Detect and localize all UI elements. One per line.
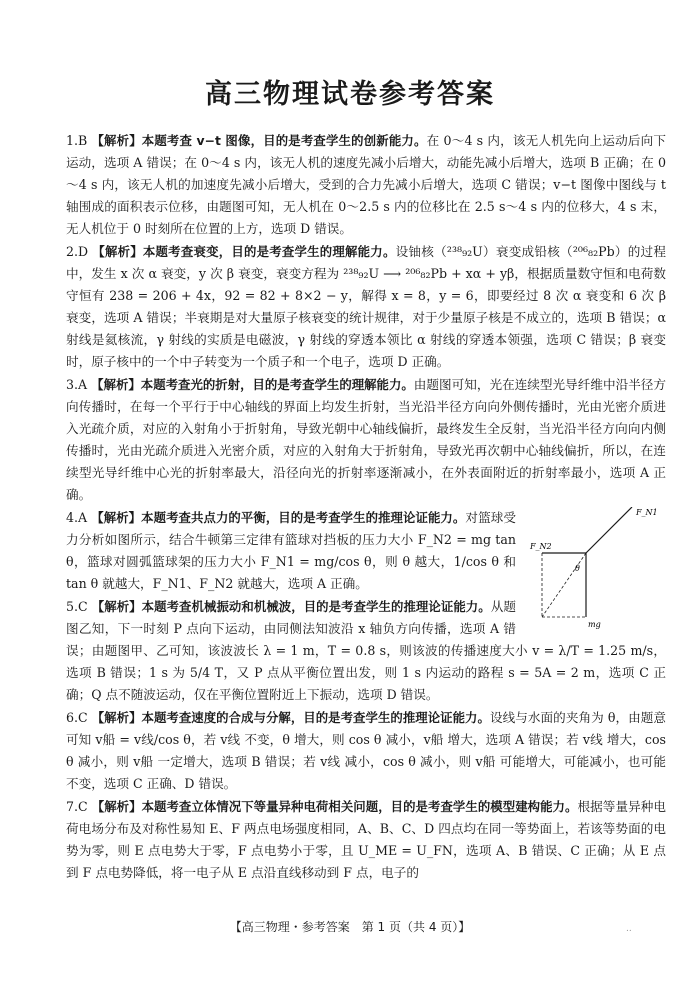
question-number: 4. <box>66 510 79 525</box>
question-answer: C <box>78 799 88 814</box>
analysis-body: 从题图乙知，下一时刻 P 点向下运动，由同侧法知波沿 x 轴负方向传播，选项 A 错误；由题图甲、乙可知，该波波长 λ = 1 m，T = 0.8 s，则该波的传播速度大小 v = λ/T = 1.25 m/s，选项 B 错误；1 s 为 5/4 T，又 P 点从平衡位置出发，则 1 s 内运动的路程 s = 5A = 2 m，选项 C 正确；Q 点不随波运动，仅在平衡位置附近上下振动，选项 D 错误。 <box>66 599 666 702</box>
analysis-body: 根据等量异种电荷电场分布及对称性易知 E、F 两点电场强度相同，A、B、C、D 四点均在同一等势面上，若该等势面的电势为零，则 E 点电势大于零，F 点电势小于零，且 U_ME = U_FN，选项 A、B 错误、C 正确；从 E 点到 F 点电势降低，将一电子从 E 点沿直线移动到 F 点，电子的 <box>66 799 667 880</box>
answer-list <box>66 130 666 885</box>
question-number: 2. <box>66 244 79 259</box>
question-answer: D <box>78 244 89 259</box>
analysis-body: 由题图可知，光在连续型光导纤维中沿半径方向传播时，在每一个平行于中心轴线的界面上均发生折射，当光沿半径方向向外侧传播时，光由光密介质进入光疏介质，对应的入射角小于折射角，导致光朝中心轴线偏折，最终发生全反射，当光沿半径方向向内侧传播时，光由光疏介质进入光密介质，对应的入射角大于折射角，导致光再次朝中心轴线偏折，所以，在连续型光导纤维中心光的折射率最大，沿径向光的折射率逐渐减小，在外表面附近的折射率最小，选项 A 正确。 <box>66 377 667 502</box>
analysis-tag: 【解析】本题考查立体情况下等量异种电荷相关问题，目的是考查学生的模型建构能力。 <box>91 799 578 814</box>
question-number: 1. <box>66 133 79 148</box>
mg-label: mg <box>588 620 601 629</box>
dashed-diagonal <box>542 553 586 617</box>
fn1-label: F_N1 <box>636 508 658 517</box>
question-number: 6. <box>66 710 79 725</box>
question-2 <box>66 241 666 373</box>
page-footer: 【高三物理・参考答案 第 1 页（共 4 页）】 <box>229 920 471 934</box>
analysis-tag: 【解析】本题考查衰变，目的是考查学生的理解能力。 <box>92 244 396 259</box>
question-answer: C <box>78 710 88 725</box>
force-diagram <box>524 507 674 635</box>
corner-mark: .. <box>626 924 632 934</box>
question-1 <box>66 130 666 240</box>
analysis-body: 设线与水面的夹角为 θ，由题意可知 v船 = v线/cos θ，若 v线 不变，θ 增大，则 cos θ 减小，v船 增大，选项 A 错误；若 v线 增大，cos θ 减小，则 v船 一定增大，选项 B 错误；若 v线 减小，cos θ 减小，则 v船 可能增大，可能减小，也可能不变，选项 C 正确、D 错误。 <box>66 710 666 791</box>
analysis-tag: 【解析】本题考查共点力的平衡，目的是考查学生的推理论证能力。 <box>91 510 466 525</box>
question-6 <box>66 707 666 795</box>
analysis-body: 在 0～4 s 内，该无人机先向上运动后向下运动，选项 A 错误；在 0～4 s 内，该无人机的速度先减小后增大，动能先减小后增大，选项 B 正确；在 0～4 s 内，该无人机的加速度先减小后增大，受到的合力先减小后增大，选项 C 错误；v−t 图像中图线与 t 轴围成的面积表示位移，由题图可知，无人机在 0～2.5 s 内的位移比在 2.5 s～4 s 内的位移大，4 s 末，无人机位于 0 时刻所在位置的上方，选项 D 错误。 <box>66 133 666 236</box>
question-number: 5. <box>66 599 79 614</box>
page-title: 高三物理试卷参考答案 <box>205 79 495 110</box>
question-number: 7. <box>66 799 79 814</box>
question-3 <box>66 374 666 506</box>
fn2-label: F_N2 <box>530 542 552 551</box>
question-answer: B <box>78 133 88 148</box>
analysis-body: 对篮球受力分析如图所示，结合牛顿第三定律有篮球对挡板的压力大小 F_N2 = mg tan θ，篮球对圆弧篮球架的压力大小 F_N1 = mg/cos θ，则 θ 越大，1/cos θ 和 tan θ 就越大，F_N1、F_N2 就越大，选项 A 正确。 <box>66 510 517 591</box>
fn1-vector <box>586 507 632 553</box>
analysis-tag: 【解析】本题考查机械振动和机械波，目的是考查学生的推理论证能力。 <box>91 599 491 614</box>
question-number: 3. <box>66 377 79 392</box>
question-answer: A <box>78 510 88 525</box>
analysis-tag: 【解析】本题考查光的折射，目的是考查学生的理解能力。 <box>91 377 414 392</box>
question-7 <box>66 796 666 884</box>
question-answer: C <box>78 599 88 614</box>
analysis-tag: 【解析】本题考查 v−t 图像，目的是考查学生的创新能力。 <box>91 133 427 148</box>
theta-label: θ <box>575 564 580 573</box>
question-answer: A <box>78 377 88 392</box>
analysis-body: 设铀核（²³⁸₉₂U）衰变成铅核（²⁰⁶₈₂Pb）的过程中，发生 x 次 α 衰变，y 次 β 衰变，衰变方程为 ²³⁸₉₂U ⟶ ²⁰⁶₈₂Pb + xα + yβ，根据质量数守恒和电荷数守恒有 238 = 206 + 4x，92 = 82 + 8×2 − y，解得 x = 8，y = 6，即要经过 8 次 α 衰变和 6 次 β 衰变，选项 A 错误；半衰期是对大量原子核衰变的统计规律，对于少量原子核是不成立的，选项 B 错误；α 射线是氦核流，γ 射线的实质是电磁波，γ 射线的穿透本领比 α 射线的穿透本领强，选项 C 错误；β 衰变时，原子核中的一个中子转变为一个质子和一个电子，选项 D 正确。 <box>66 244 666 369</box>
analysis-tag: 【解析】本题考查速度的合成与分解，目的是考查学生的推理论证能力。 <box>91 710 490 725</box>
